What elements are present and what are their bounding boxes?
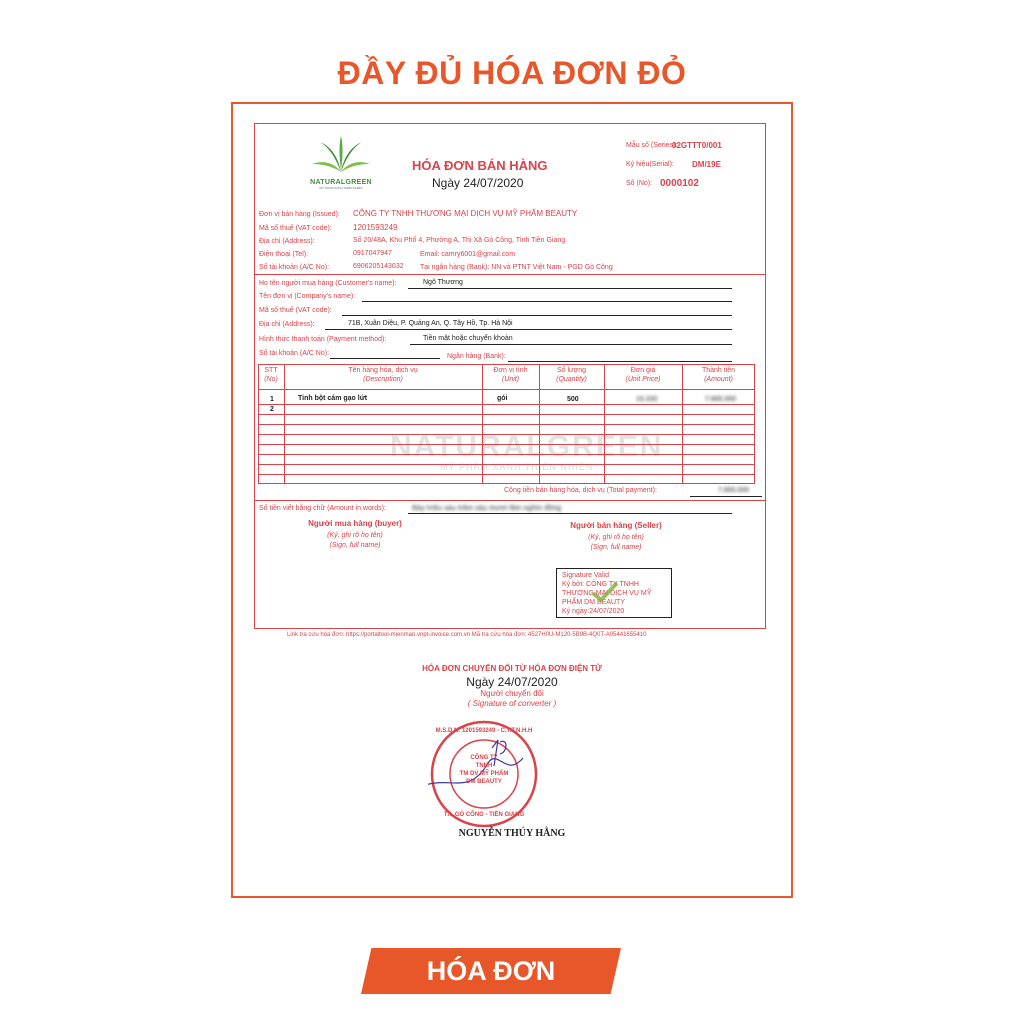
divider xyxy=(254,274,766,275)
col-header-vi: Thành tiền xyxy=(701,367,736,374)
col-header-qty xyxy=(539,366,604,384)
row-line xyxy=(258,434,755,435)
row-no: 2 xyxy=(270,406,274,413)
seller-tax-label: Mã số thuế (VAT code): xyxy=(259,225,332,232)
seller-sign-title: Người bán hàng (Seller) xyxy=(570,521,662,530)
buyer-company-label: Tên đơn vị (Company's name): xyxy=(259,293,356,300)
footer-label: HÓA ĐƠN xyxy=(426,956,556,986)
form-value: 02GTTT0/001 xyxy=(672,141,722,150)
watermark: NATURALGREEN xyxy=(390,430,664,463)
seller-tax-value: 1201593249 xyxy=(353,223,398,232)
row-qty: 500 xyxy=(567,396,579,403)
col-header-desc xyxy=(284,366,482,384)
underline xyxy=(325,329,732,330)
stamp-ring-bottom: TX. GÒ CÔNG - TIỀN GIANG xyxy=(443,812,525,818)
col-header-vi: Tên hàng hóa, dịch vụ xyxy=(348,367,418,374)
brand-name: NATURALGREEN xyxy=(310,179,372,186)
stamp-center xyxy=(450,754,518,786)
row-line xyxy=(258,454,755,455)
symbol-label: Ký hiệu(Serial): xyxy=(626,161,674,168)
amount-words-label: Số tiền viết bằng chữ (Amount in words): xyxy=(259,505,386,512)
buyer-address-label: Địa chỉ (Address): xyxy=(259,321,315,328)
converter-sig: ( Signature of converter ) xyxy=(467,699,557,708)
row-price: 15.330 xyxy=(636,396,658,403)
col-header-en: (Quantity) xyxy=(556,376,587,383)
col-header-amount xyxy=(682,366,755,384)
seller-phone-value: 0917047947 xyxy=(353,250,392,257)
seller-address-value: Số 20/48A, Khu Phố 4, Phường A, Thị Xã Gò Công, Tỉnh Tiền Giang xyxy=(353,237,566,244)
seller-account-value: 6906205143032 xyxy=(353,263,404,270)
total-value: 7.665.000 xyxy=(718,487,750,494)
sig-line: PHẨM DM BEAUTY xyxy=(562,599,626,606)
seller-email: Email: camry6001@gmail.com xyxy=(420,251,516,258)
number-label: Số (No): xyxy=(626,180,653,187)
col-header-unit xyxy=(482,366,539,384)
buyer-name-value: Ngô Thương xyxy=(423,279,463,286)
brand-tagline: MỸ PHẨM XANH THIÊN NHIÊN xyxy=(319,186,363,190)
buyer-name-label: Họ tên người mua hàng (Customer's name): xyxy=(259,280,397,287)
form-label: Mẫu số (Series): xyxy=(626,142,678,149)
row-line xyxy=(258,474,755,475)
stamp-ring-top: M.S.D.N: 1201593249 - C.T.T.N.H.H xyxy=(435,728,533,734)
underline xyxy=(408,513,732,514)
col-header-en: (Unit) xyxy=(501,376,520,383)
underline xyxy=(342,315,732,316)
row-line xyxy=(258,424,755,425)
col-header-vi: Đơn giá xyxy=(630,367,656,374)
col-header-en: (Unit Price) xyxy=(625,376,661,383)
buyer-sign-sub2: (Sign, full name) xyxy=(329,542,381,549)
company-stamp xyxy=(428,718,540,830)
lookup-link[interactable]: Link tra cứu hóa đơn: https://portaltool-mienman.vnpt-invoice.com.vn Mã tra cứu hóa đơn: 4527H0U-M120-5B9B-4Q0T-A05441655410 xyxy=(287,632,647,638)
stamp-line: TM DV MỸ PHẨM xyxy=(459,771,509,777)
seller-account-label: Số tài khoản (A/C No): xyxy=(259,264,330,271)
col-header-no xyxy=(258,366,284,384)
col-header-vi: Đơn vị tính xyxy=(493,367,528,374)
buyer-account-label: Số tài khoản (A/C No): xyxy=(259,350,330,357)
sig-line: Signature Valid xyxy=(562,572,609,579)
underline xyxy=(330,358,440,359)
underline xyxy=(410,344,732,345)
seller-unit-value: CÔNG TY TNHH THƯƠNG MẠI DỊCH VỤ MỸ PHẨM BEAUTY xyxy=(353,209,578,218)
buyer-payment-label: Hình thức thanh toán (Payment method): xyxy=(259,336,387,343)
divider xyxy=(254,500,766,501)
underline xyxy=(408,288,732,289)
brand-logo xyxy=(306,134,376,192)
col-header-en: (Description) xyxy=(363,376,403,383)
row-no: 1 xyxy=(270,396,274,403)
row-line xyxy=(258,389,755,390)
row-line xyxy=(258,444,755,445)
watermark-sub: MỸ PHẨM XANH THIÊN NHIÊN xyxy=(440,462,594,472)
converter-person: Người chuyển đổi xyxy=(480,689,544,698)
seller-bank: Tại ngân hàng (Bank): NN và PTNT Việt Nam - PGD Gò Công xyxy=(420,264,613,271)
row-line xyxy=(258,404,755,405)
buyer-sign-title: Người mua hàng (buyer) xyxy=(308,519,402,528)
stamp-line: TNHH xyxy=(475,763,493,769)
buyer-tax-label: Mã số thuế (VAT code): xyxy=(259,307,332,314)
row-line xyxy=(258,414,755,415)
col-header-price xyxy=(604,366,682,384)
sig-line: Ký bởi: CÔNG TY TNHH xyxy=(562,581,639,588)
sig-line: THƯƠNG MẠI DỊCH VỤ MỸ xyxy=(562,590,652,597)
buyer-bank-label: Ngân hàng (Bank): xyxy=(447,353,506,360)
invoice-title: HÓA ĐƠN BÁN HÀNG xyxy=(412,158,548,173)
row-desc: Tinh bột cám gạo lứt xyxy=(298,395,368,402)
stamp-line: DM BEAUTY xyxy=(466,779,502,785)
symbol-value: DM/19E xyxy=(692,160,721,169)
row-line xyxy=(258,464,755,465)
leaf-icon xyxy=(306,134,376,174)
stamp-line: CÔNG TY xyxy=(470,755,498,761)
converter-name: NGUYỄN THÚY HẰNG xyxy=(458,828,566,839)
amount-words-value: Bảy triệu sáu trăm sáu mươi lăm nghìn đồng xyxy=(412,505,562,512)
converter-date: Ngày 24/07/2020 xyxy=(466,675,558,689)
sig-line: Ký ngày:24/07/2020 xyxy=(562,608,625,615)
col-header-vi: Số lượng xyxy=(556,367,587,374)
seller-phone-label: Điện thoại (Tel): xyxy=(259,251,309,258)
buyer-address-value: 71B, Xuân Diệu, P. Quảng An, Q. Tây Hồ, Tp. Hà Nội xyxy=(348,320,513,327)
underline xyxy=(690,496,762,497)
col-header-vi: STT xyxy=(264,367,278,374)
seller-address-label: Địa chỉ (Address): xyxy=(259,238,315,245)
buyer-sign-sub1: (Ký, ghi rõ họ tên) xyxy=(327,532,383,539)
col-header-en: (Amount) xyxy=(704,376,733,383)
underline xyxy=(508,361,732,362)
total-label: Cộng tiền bán hàng hóa, dịch vụ (Total payment): xyxy=(504,487,657,494)
converter-title: HÓA ĐƠN CHUYỂN ĐỔI TỪ HÓA ĐƠN ĐIỆN TỬ xyxy=(422,664,602,673)
underline xyxy=(362,301,732,302)
page-heading: ĐẦY ĐỦ HÓA ĐƠN ĐỎ xyxy=(337,55,687,91)
seller-unit-label: Đơn vị bán hàng (Issued): xyxy=(259,211,340,218)
seller-sign-sub2: (Sign, full name) xyxy=(590,544,642,551)
row-unit: gói xyxy=(497,395,508,402)
row-amount: 7.665.000 xyxy=(705,396,737,403)
buyer-payment-value: Tiền mặt hoặc chuyển khoản xyxy=(423,335,513,342)
checkmark-icon xyxy=(590,580,620,604)
seller-sign-sub1: (Ký, ghi rõ họ tên) xyxy=(588,534,644,541)
number-value: 0000102 xyxy=(660,178,699,189)
invoice-date: Ngày 24/07/2020 xyxy=(432,176,524,190)
col-header-en: (No) xyxy=(264,376,278,383)
